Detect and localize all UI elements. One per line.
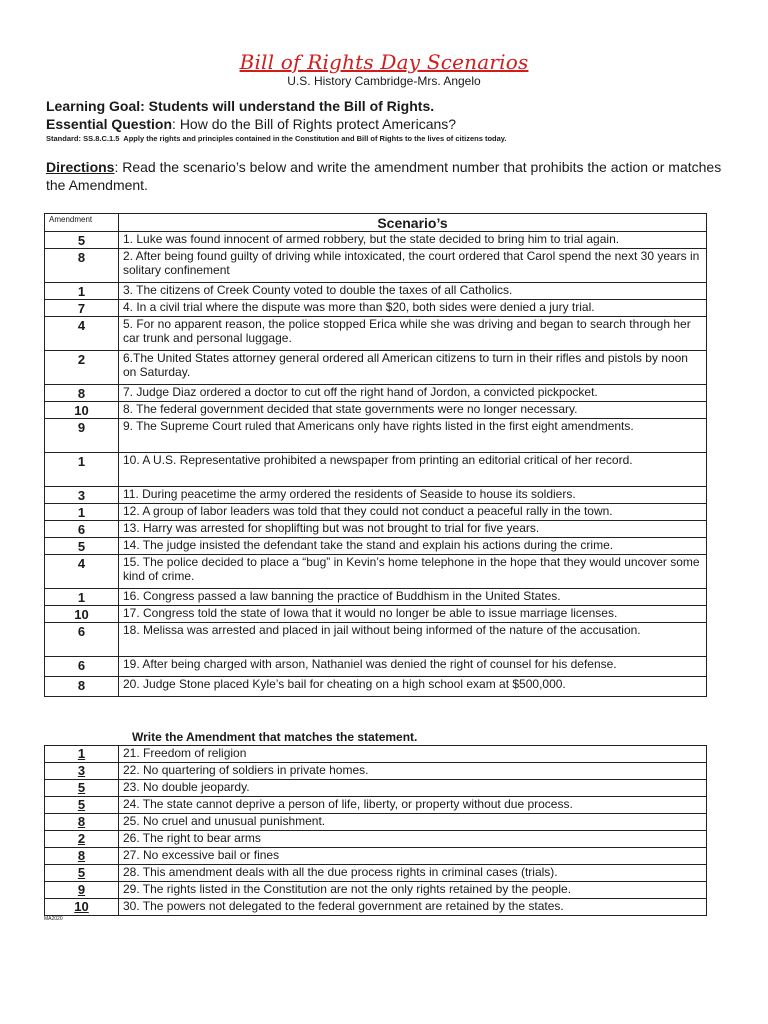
- amendment-answer: 4: [45, 317, 119, 351]
- table-row: [45, 232, 707, 249]
- scenario-text: 1. Luke was found innocent of armed robbery, but the state decided to bring him to trial again.: [119, 232, 707, 249]
- scenario-text: 7. Judge Diaz ordered a doctor to cut off the right hand of Jordon, a convicted pickpocket.: [119, 385, 707, 402]
- standard-code: SS.8.C.1.5: [83, 134, 120, 143]
- amendment-answer: 5: [45, 538, 119, 555]
- table-row: [45, 677, 707, 697]
- amendment-answer: 9: [45, 419, 119, 453]
- scenario-text: 19. After being charged with arson, Nathaniel was denied the right of counsel for his defense.: [119, 657, 707, 677]
- page-title: Bill of Rights Day Scenarios: [239, 50, 529, 74]
- scenario-text: 12. A group of labor leaders was told that they could not conduct a peaceful rally in the town.: [119, 504, 707, 521]
- scenario-text: 5. For no apparent reason, the police stopped Erica while she was driving and began to search through her car trunk and personal luggage.: [119, 317, 707, 351]
- amendment-answer: 2: [45, 351, 119, 385]
- amendment-answer: 1: [45, 589, 119, 606]
- essential-question-label: Essential Question: [46, 116, 173, 132]
- scenario-text: 13. Harry was arrested for shoplifting but was not brought to trial for five years.: [119, 521, 707, 538]
- scenario-text: 6.The United States attorney general ordered all American citizens to turn in their rifles and pistols by noon on Saturday.: [119, 351, 707, 385]
- scenario-text: 10. A U.S. Representative prohibited a newspaper from printing an editorial critical of her record.: [119, 453, 707, 487]
- footer-code: MA2020: [44, 916, 63, 922]
- statement-text: 29. The rights listed in the Constitution are not the only rights retained by the people.: [119, 882, 707, 899]
- amendment-answer: 5: [45, 865, 119, 882]
- table-row: [45, 657, 707, 677]
- amendment-answer: 6: [45, 623, 119, 657]
- directions-label: Directions: [46, 159, 115, 175]
- amendment-answer: 5: [45, 797, 119, 814]
- table-row: [45, 606, 707, 623]
- amendment-answer: 1: [45, 453, 119, 487]
- scenario-text: 14. The judge insisted the defendant take the stand and explain his actions during the crime.: [119, 538, 707, 555]
- essential-question: [46, 116, 456, 132]
- table-row: [45, 453, 707, 487]
- amendment-answer: 10: [45, 899, 119, 916]
- amendment-answer: 8: [45, 814, 119, 831]
- amendment-answer: 6: [45, 657, 119, 677]
- scenario-text: 15. The police decided to place a “bug” in Kevin’s home telephone in the hope that they would uncover some kind of crime.: [119, 555, 707, 589]
- table-row: [45, 623, 707, 657]
- scenario-text: 4. In a civil trial where the dispute was more than $20, both sides were denied a jury trial.: [119, 300, 707, 317]
- table-row: [45, 899, 707, 916]
- statement-text: 25. No cruel and unusual punishment.: [119, 814, 707, 831]
- scenario-column-header: Scenario’s: [119, 214, 707, 232]
- scenario-text: 3. The citizens of Creek County voted to double the taxes of all Catholics.: [119, 283, 707, 300]
- amendment-answer: 7: [45, 300, 119, 317]
- scenario-text: 2. After being found guilty of driving while intoxicated, the court ordered that Carol spend the next 30 years in solitary confinement: [119, 249, 707, 283]
- table-row: [45, 385, 707, 402]
- table-row: [45, 419, 707, 453]
- statement-text: 27. No excessive bail or fines: [119, 848, 707, 865]
- learning-goal: Learning Goal: Students will understand the Bill of Rights.: [46, 98, 435, 114]
- amendment-answer: 5: [45, 232, 119, 249]
- scenario-text: 16. Congress passed a law banning the practice of Buddhism in the United States.: [119, 589, 707, 606]
- directions-text: : Read the scenario’s below and write the amendment number that prohibits the action or matches the Amendment.: [46, 159, 722, 193]
- statement-text: 24. The state cannot deprive a person of life, liberty, or property without due process.: [119, 797, 707, 814]
- amendment-answer: 1: [45, 283, 119, 300]
- amendment-column-header: Amendment: [45, 214, 119, 232]
- matching-heading: Write the Amendment that matches the statement.: [132, 730, 418, 744]
- table-row: [45, 797, 707, 814]
- statement-text: 28. This amendment deals with all the due process rights in criminal cases (trials).: [119, 865, 707, 882]
- table-row: [45, 317, 707, 351]
- table-row: [45, 521, 707, 538]
- table-row: [45, 848, 707, 865]
- scenario-text: 20. Judge Stone placed Kyle’s bail for cheating on a high school exam at $500,000.: [119, 677, 707, 697]
- table-row: [45, 555, 707, 589]
- scenario-text: 9. The Supreme Court ruled that Americans only have rights listed in the first eight amendments.: [119, 419, 707, 453]
- table-row: [45, 504, 707, 521]
- table-row: [45, 780, 707, 797]
- amendment-answer: 3: [45, 763, 119, 780]
- statement-text: 21. Freedom of religion: [119, 746, 707, 763]
- scenario-text: 18. Melissa was arrested and placed in jail without being informed of the nature of the accusation.: [119, 623, 707, 657]
- amendment-answer: 3: [45, 487, 119, 504]
- standard-label: Standard:: [46, 134, 82, 143]
- table-row: [45, 487, 707, 504]
- amendment-answer: 1: [45, 746, 119, 763]
- standard-text: Apply the rights and principles contained in the Constitution and Bill of Rights to the lives of citizens today.: [123, 134, 507, 143]
- table-row: [45, 763, 707, 780]
- amendment-answer: 4: [45, 555, 119, 589]
- amendment-answer: 8: [45, 848, 119, 865]
- table-row: [45, 402, 707, 419]
- table-row: [45, 300, 707, 317]
- amendment-answer: 10: [45, 606, 119, 623]
- amendment-answer: 8: [45, 385, 119, 402]
- essential-question-text: : How do the Bill of Rights protect Americans?: [172, 116, 457, 132]
- standard-line: [46, 134, 507, 143]
- statement-text: 22. No quartering of soldiers in private homes.: [119, 763, 707, 780]
- table-row: [45, 351, 707, 385]
- amendment-answer: 5: [45, 780, 119, 797]
- amendment-answer: 8: [45, 677, 119, 697]
- table-row: [45, 814, 707, 831]
- scenario-text: 11. During peacetime the army ordered the residents of Seaside to house its soldiers.: [119, 487, 707, 504]
- amendment-answer: 1: [45, 504, 119, 521]
- table-row: [45, 538, 707, 555]
- table-row: [45, 746, 707, 763]
- table-row: [45, 283, 707, 300]
- course-subtitle: U.S. History Cambridge-Mrs. Angelo: [287, 74, 481, 88]
- table-row: [45, 831, 707, 848]
- table-row: [45, 589, 707, 606]
- table-row: [45, 249, 707, 283]
- amendment-answer: 9: [45, 882, 119, 899]
- scenario-text: 17. Congress told the state of Iowa that it would no longer be able to issue marriage licenses.: [119, 606, 707, 623]
- amendment-answer: 2: [45, 831, 119, 848]
- amendment-answer: 10: [45, 402, 119, 419]
- scenario-text: 8. The federal government decided that state governments were no longer necessary.: [119, 402, 707, 419]
- statement-text: 23. No double jeopardy.: [119, 780, 707, 797]
- statement-text: 26. The right to bear arms: [119, 831, 707, 848]
- table-row: [45, 882, 707, 899]
- scenario-table: [44, 213, 707, 697]
- table-row: [45, 865, 707, 882]
- directions: [46, 158, 726, 194]
- amendment-answer: 6: [45, 521, 119, 538]
- matching-table: [44, 745, 707, 916]
- amendment-answer: 8: [45, 249, 119, 283]
- statement-text: 30. The powers not delegated to the federal government are retained by the states.: [119, 899, 707, 916]
